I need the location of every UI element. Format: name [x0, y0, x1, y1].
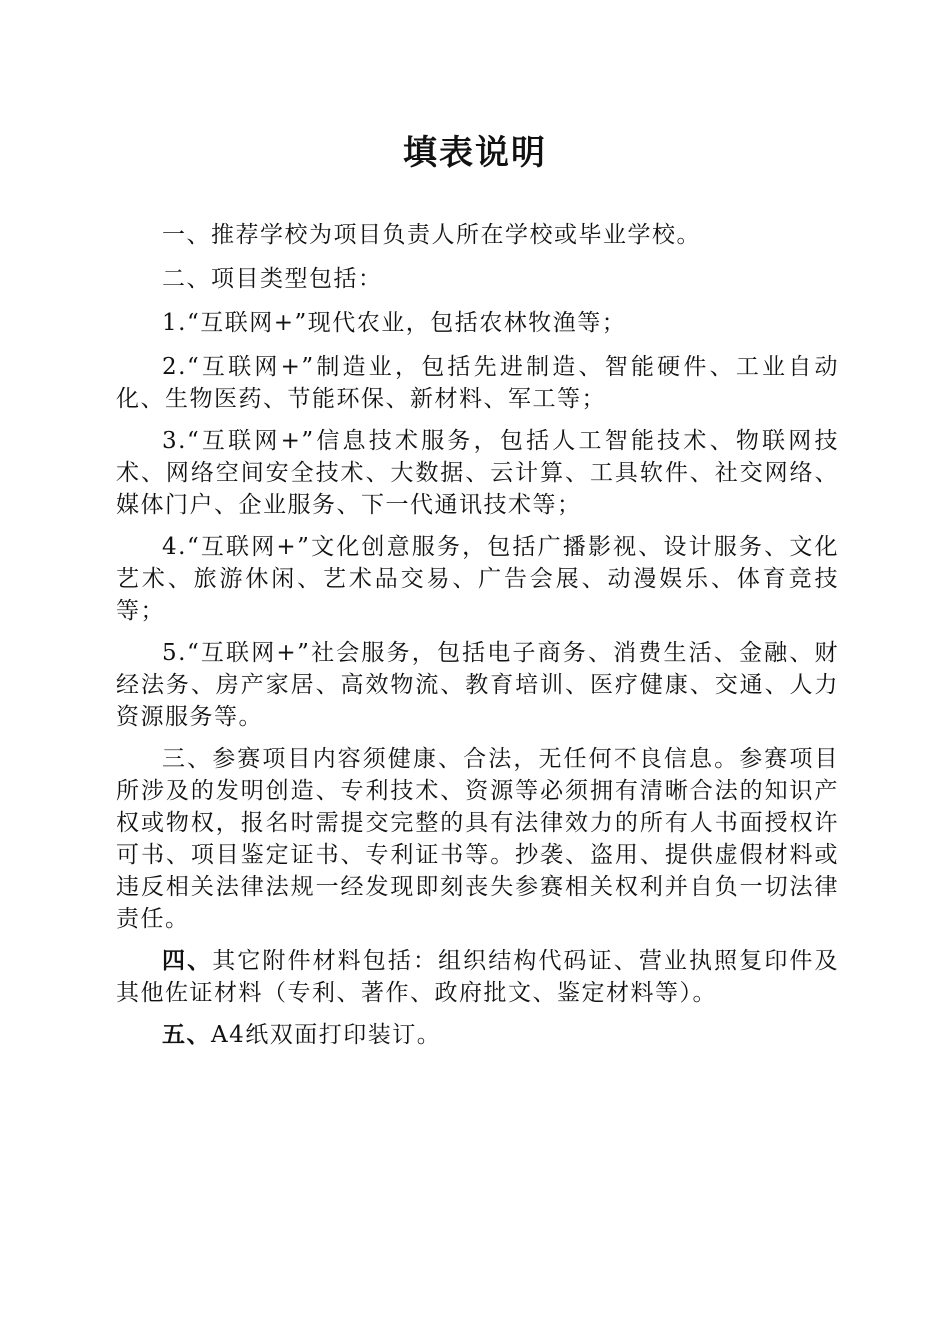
paragraph-lead: 五、: [162, 1021, 211, 1048]
paragraph-4: [116, 351, 839, 415]
paragraph-6: [116, 531, 839, 627]
paragraph-10: [116, 1019, 839, 1051]
paragraph-text: 一、推荐学校为项目负责人所在学校或毕业学校。: [162, 222, 701, 248]
paragraph-1: [116, 219, 839, 251]
paragraph-text: 4.“互联网+”文化创意服务，包括广播影视、设计服务、文化艺术、旅游休闲、艺术品交易、广告会展、动漫娱乐、体育竞技等；: [116, 534, 839, 624]
paragraph-8: [116, 743, 839, 935]
paragraph-5: [116, 425, 839, 521]
page-title: 填表说明: [403, 133, 547, 173]
paragraph-lead: 四、: [162, 947, 213, 974]
paragraph-text: 二、项目类型包括：: [162, 266, 383, 292]
paragraph-9: [116, 945, 839, 1009]
paragraph-7: [116, 637, 839, 733]
paragraph-text: 三、参赛项目内容须健康、合法，无任何不良信息。参赛项目所涉及的发明创造、专利技术、资源等必须拥有清晰合法的知识产权或物权，报名时需提交完整的具有法律效力的所有人书面授权许可书、项目鉴定证书、专利证书等。抄袭、盗用、提供虚假材料或违反相关法律法规一经发现即刻丧失参赛相关权利并自负一切法律责任。: [116, 746, 839, 932]
paragraph-text: 5.“互联网+”社会服务，包括电子商务、消费生活、金融、财经法务、房产家居、高效物流、教育培训、医疗健康、交通、人力资源服务等。: [116, 640, 839, 730]
paragraph-text: 3.“互联网+”信息技术服务，包括人工智能技术、物联网技术、网络空间安全技术、大数据、云计算、工具软件、社交网络、媒体门户、企业服务、下一代通讯技术等；: [116, 428, 839, 518]
paragraph-text: A4纸双面打印装订。: [211, 1022, 442, 1048]
paragraph-3: [116, 307, 839, 339]
instructions-body: [116, 219, 839, 1061]
paragraph-text: 1.“互联网+”现代农业，包括农林牧渔等；: [162, 310, 627, 336]
paragraph-text: 2.“互联网+”制造业，包括先进制造、智能硬件、工业自动化、生物医药、节能环保、新材料、军工等；: [116, 354, 839, 412]
paragraph-2: [116, 263, 839, 295]
paragraph-text: 其它附件材料包括：组织结构代码证、营业执照复印件及其他佐证材料（专利、著作、政府批文、鉴定材料等）。: [116, 948, 840, 1006]
